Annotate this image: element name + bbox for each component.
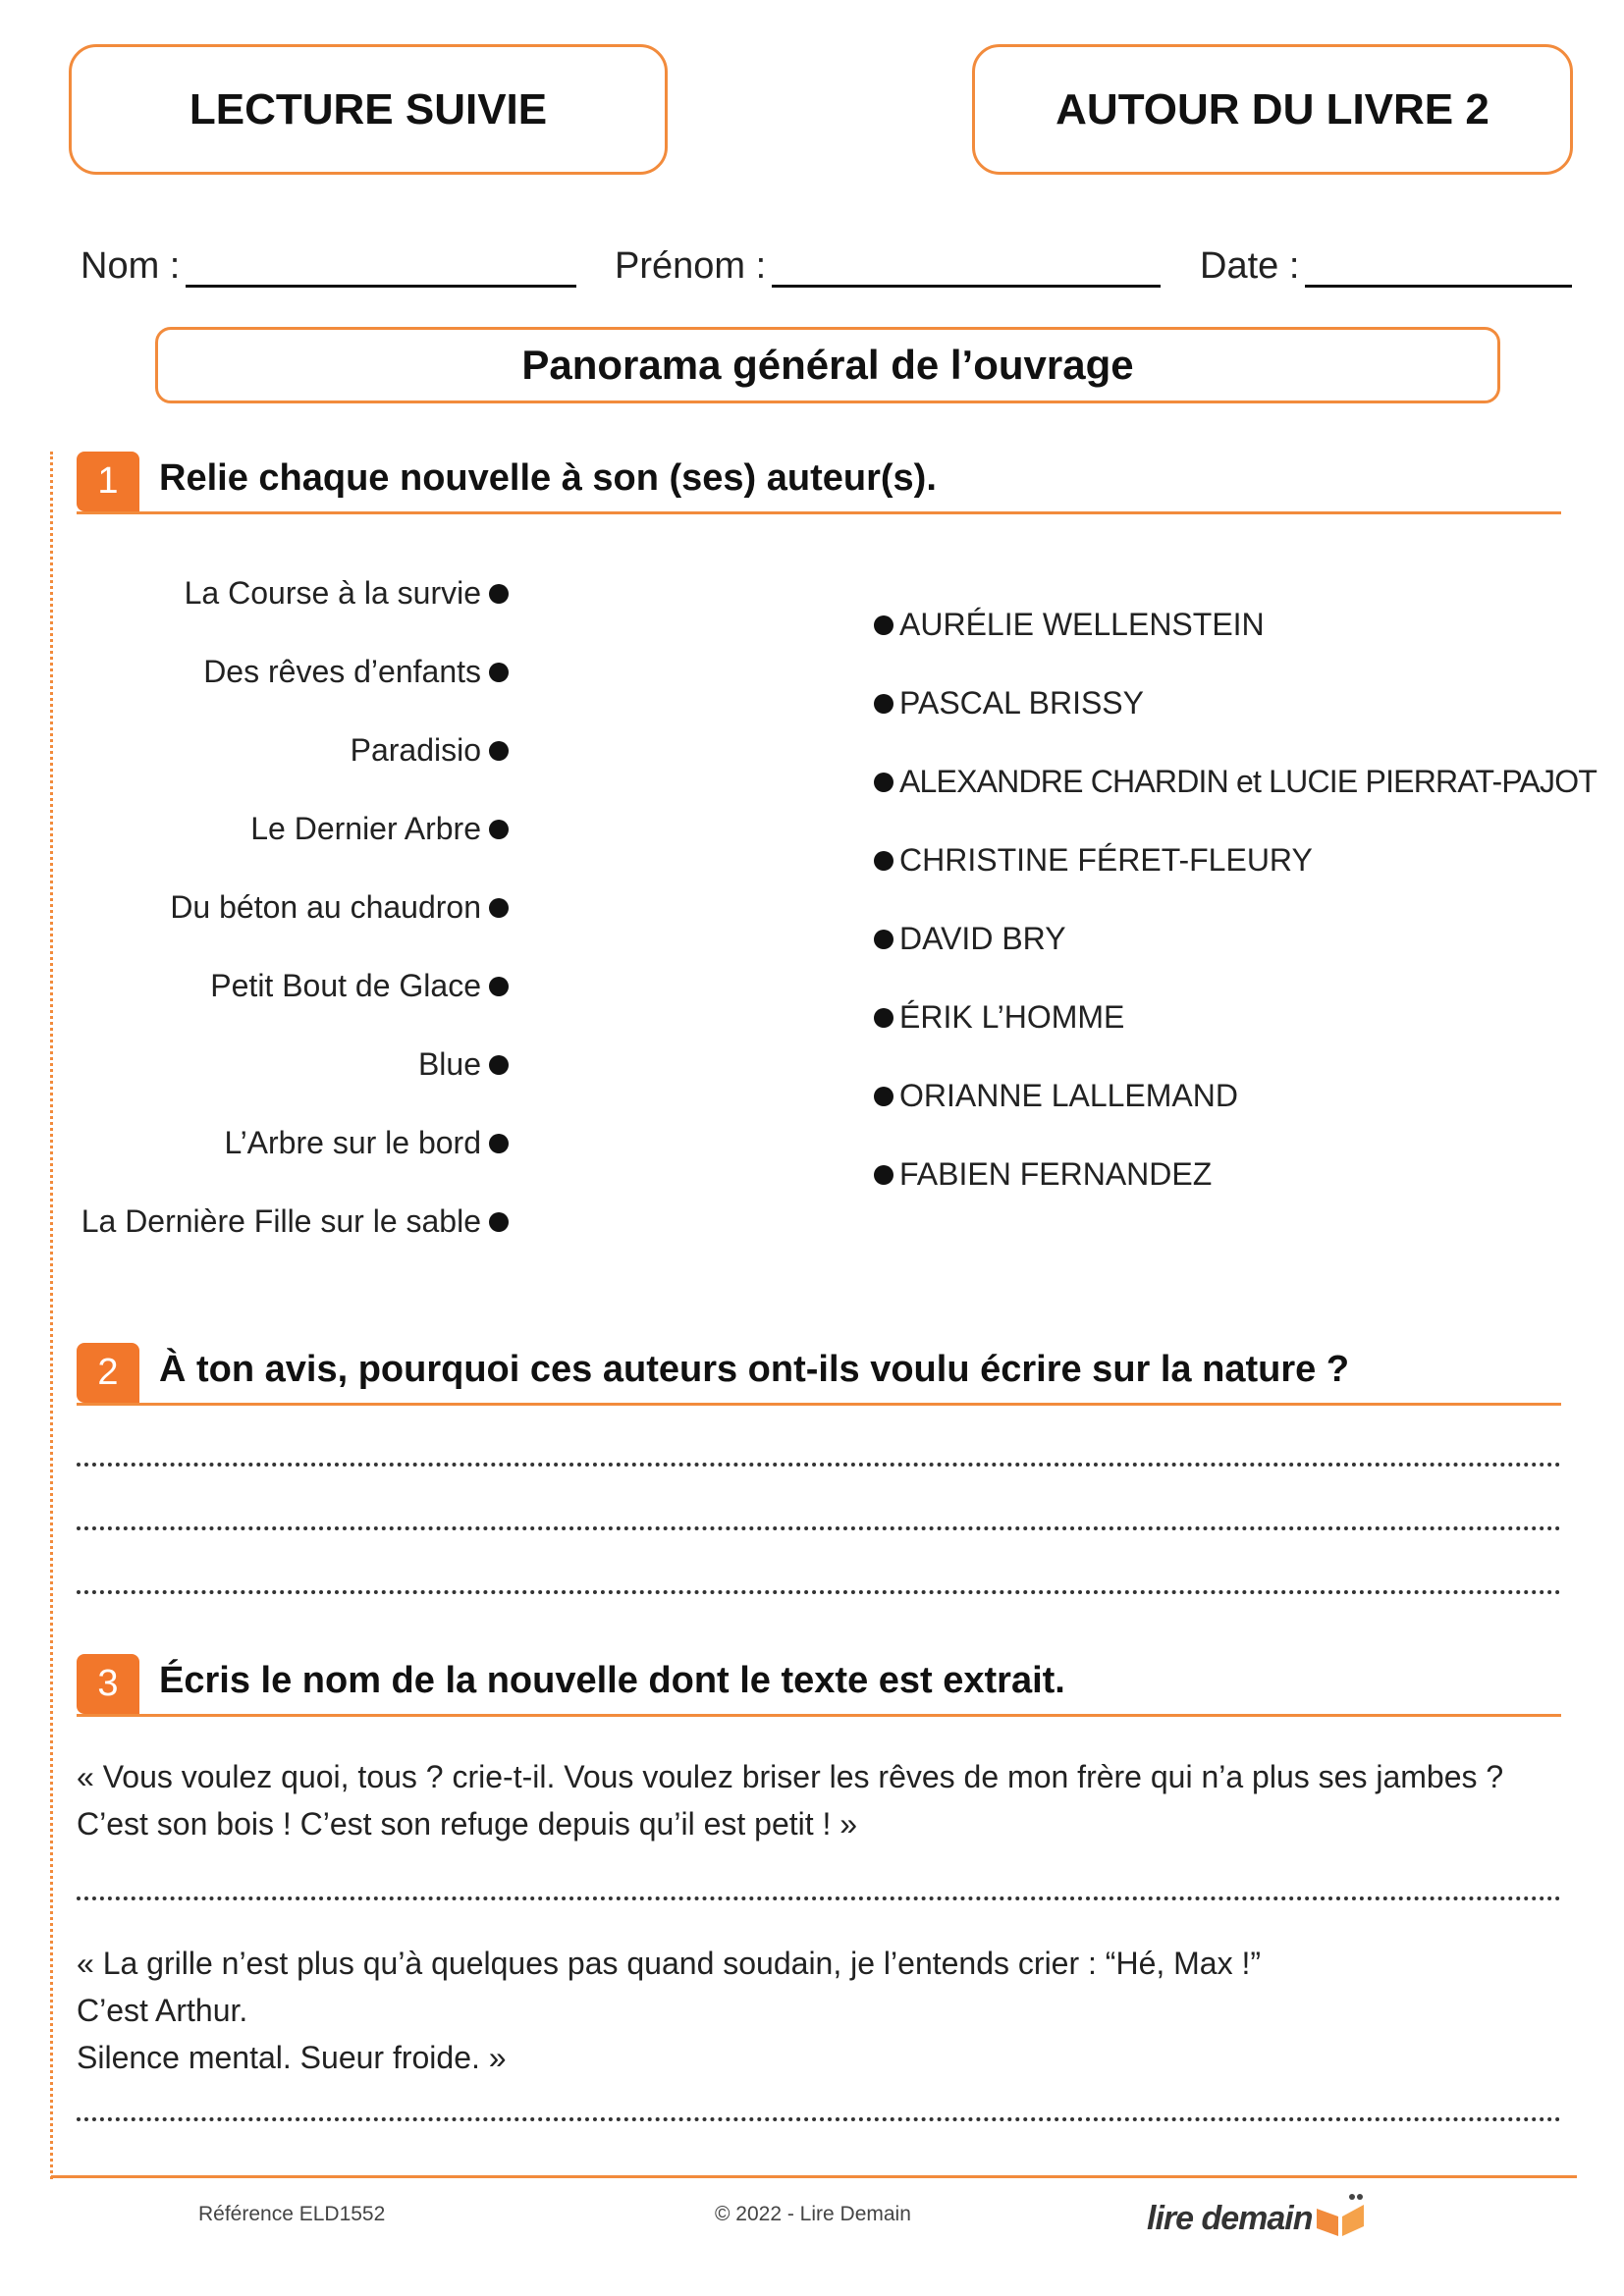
story-dot[interactable] — [489, 1134, 509, 1153]
answer-line[interactable] — [77, 2117, 1561, 2121]
story-title-2[interactable]: Des rêves d’enfants — [203, 654, 509, 690]
question-2-header — [77, 1343, 1561, 1406]
author-dot[interactable] — [874, 851, 893, 871]
story-dot[interactable] — [489, 663, 509, 682]
story-title-4[interactable]: Le Dernier Arbre — [250, 811, 509, 847]
extract-quote-2: « La grille n’est plus qu’à quelques pas quand soudain, je l’entends crier : “Hé, Max !” C’est Arthur. Silence mental. Sueur froide. » — [77, 1946, 1262, 2075]
story-dot[interactable] — [489, 820, 509, 839]
prenom-field — [615, 245, 1161, 288]
logo-text: lire demain — [1147, 2200, 1313, 2237]
answer-line[interactable] — [77, 1896, 1561, 1900]
subtitle: Panorama général de l’ouvrage — [521, 342, 1134, 388]
question-2-badge: 2 — [77, 1343, 139, 1403]
author-dot[interactable] — [874, 1008, 893, 1028]
story-dot[interactable] — [489, 1055, 509, 1075]
date-field — [1200, 245, 1572, 288]
author-dot[interactable] — [874, 1087, 893, 1106]
answer-line[interactable] — [77, 1463, 1561, 1467]
story-title-9[interactable]: La Dernière Fille sur le sable — [81, 1203, 509, 1240]
story-title-7[interactable]: Blue — [418, 1046, 509, 1083]
lire-demain-logo — [1147, 2191, 1368, 2238]
story-title-3[interactable]: Paradisio — [351, 732, 509, 769]
author-7[interactable]: ORIANNE LALLEMAND — [874, 1078, 1238, 1114]
story-dot[interactable] — [489, 584, 509, 604]
book-icon — [1313, 2191, 1368, 2238]
author-dot[interactable] — [874, 615, 893, 635]
nom-field — [81, 245, 576, 288]
nom-label: Nom : — [81, 245, 181, 287]
extract-quote-1: « Vous voulez quoi, tous ? crie-t-il. Vous voulez briser les rêves de mon frère qui n’a plus ses jambes ? C’est son bois ! C’est son refuge depuis qu’il est petit ! » — [77, 1759, 1504, 1842]
story-dot[interactable] — [489, 1212, 509, 1232]
author-8[interactable]: FABIEN FERNANDEZ — [874, 1156, 1212, 1193]
question-1-text: Relie chaque nouvelle à son (ses) auteur(s). — [159, 457, 937, 499]
subtitle-box — [155, 327, 1500, 403]
author-6[interactable]: ÉRIK L’HOMME — [874, 999, 1124, 1036]
story-dot[interactable] — [489, 741, 509, 761]
header-left-box — [69, 44, 668, 175]
story-title-1[interactable]: La Course à la survie — [185, 575, 509, 612]
author-4[interactable]: CHRISTINE FÉRET-FLEURY — [874, 842, 1313, 879]
answer-line[interactable] — [77, 1590, 1561, 1594]
story-title-6[interactable]: Petit Bout de Glace — [210, 968, 509, 1004]
question-3-header — [77, 1654, 1561, 1717]
nom-input-line[interactable] — [186, 249, 576, 288]
author-dot[interactable] — [874, 694, 893, 714]
question-2-text: À ton avis, pourquoi ces auteurs ont-ils voulu écrire sur la nature ? — [159, 1349, 1350, 1390]
date-input-line[interactable] — [1305, 249, 1572, 288]
footer-reference: Référence ELD1552 — [198, 2203, 386, 2225]
footer-copyright: © 2022 - Lire Demain — [715, 2203, 911, 2225]
author-3[interactable]: ALEXANDRE CHARDIN et LUCIE PIERRAT-PAJOT — [874, 764, 1597, 800]
prenom-label: Prénom : — [615, 245, 767, 287]
header-left-title: LECTURE SUIVIE — [189, 84, 548, 133]
question-1-header — [77, 452, 1561, 514]
question-1-badge: 1 — [77, 452, 139, 511]
author-dot[interactable] — [874, 930, 893, 949]
author-5[interactable]: DAVID BRY — [874, 921, 1066, 957]
story-dot[interactable] — [489, 898, 509, 918]
prenom-input-line[interactable] — [772, 249, 1161, 288]
author-dot[interactable] — [874, 1165, 893, 1185]
answer-line[interactable] — [77, 1526, 1561, 1530]
header-right-title: AUTOUR DU LIVRE 2 — [1056, 84, 1489, 133]
author-2[interactable]: PASCAL BRISSY — [874, 685, 1144, 721]
question-3-text: Écris le nom de la nouvelle dont le texte est extrait. — [159, 1660, 1065, 1701]
story-title-5[interactable]: Du béton au chaudron — [170, 889, 509, 926]
footer-rule — [51, 2175, 1577, 2178]
date-label: Date : — [1200, 245, 1300, 287]
story-dot[interactable] — [489, 977, 509, 996]
author-1[interactable]: AURÉLIE WELLENSTEIN — [874, 607, 1265, 643]
header-right-box — [972, 44, 1573, 175]
question-3-badge: 3 — [77, 1654, 139, 1714]
left-margin-rule — [50, 452, 53, 2179]
story-title-8[interactable]: L’Arbre sur le bord — [225, 1125, 509, 1161]
author-dot[interactable] — [874, 773, 893, 792]
